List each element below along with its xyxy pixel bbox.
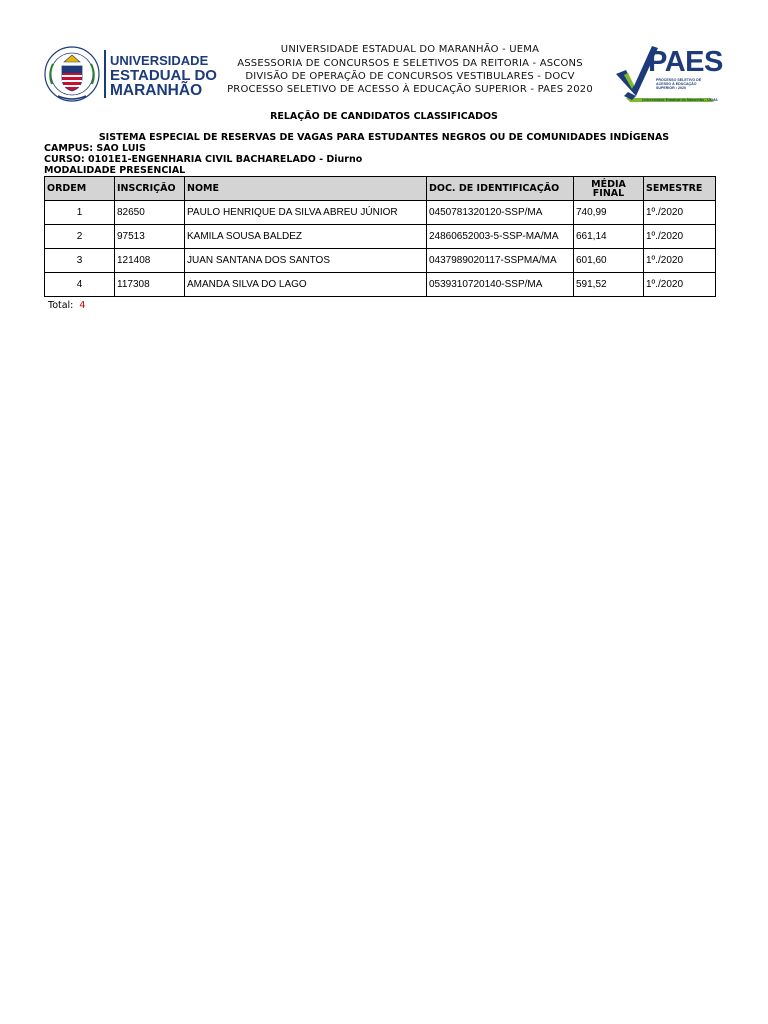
cell-semestre: 1º./2020	[644, 249, 716, 273]
cell-inscricao: 97513	[115, 225, 185, 249]
cell-inscricao: 82650	[115, 201, 185, 225]
table-header-row	[45, 177, 716, 201]
uema-wordmark-line3: MARANHÃO	[110, 82, 203, 99]
cell-nome: PAULO HENRIQUE DA SILVA ABREU JÚNIOR	[185, 201, 427, 225]
cell-nome: KAMILA SOUSA BALDEZ	[185, 225, 427, 249]
col-header-nome: NOME	[185, 177, 427, 201]
cell-ordem: 1	[45, 201, 115, 225]
total-summary	[48, 300, 85, 311]
cell-inscricao: 117308	[115, 273, 185, 297]
paes-title: PAES	[648, 46, 723, 78]
cell-inscricao: 121408	[115, 249, 185, 273]
paes-logo	[612, 42, 723, 108]
cell-media: 661,14	[574, 225, 644, 249]
cell-media: 601,60	[574, 249, 644, 273]
cell-doc: 0450781320120-SSP/MA	[427, 201, 574, 225]
report-campus: CAMPUS: SAO LUIS	[44, 143, 146, 154]
cell-doc: 24860652003-5-SSP-MA/MA	[427, 225, 574, 249]
total-value: 4	[79, 300, 86, 311]
report-modalidade: MODALIDADE PRESENCIAL	[44, 165, 186, 176]
report-curso: CURSO: 0101E1-ENGENHARIA CIVIL BACHARELADO - Diurno	[44, 154, 363, 165]
cell-doc: 0539310720140-SSP/MA	[427, 273, 574, 297]
cell-doc: 0437989020117-SSPMA/MA	[427, 249, 574, 273]
cell-nome: AMANDA SILVA DO LAGO	[185, 273, 427, 297]
col-header-media	[574, 177, 644, 201]
col-header-ordem: ORDEM	[45, 177, 115, 201]
uema-wordmark-line1: UNIVERSIDADE	[110, 53, 209, 68]
col-header-media-line2: FINAL	[592, 187, 625, 199]
cell-media: 591,52	[574, 273, 644, 297]
header-line-paes: PROCESSO SELETIVO DE ACESSO À EDUCAÇÃO SUPERIOR - PAES 2020	[227, 84, 593, 95]
cell-ordem: 2	[45, 225, 115, 249]
cell-ordem: 3	[45, 249, 115, 273]
report-title: RELAÇÃO DE CANDIDATOS CLASSIFICADOS	[270, 111, 498, 122]
col-header-doc: DOC. DE IDENTIFICAÇÃO	[427, 177, 574, 201]
paes-footer: Universidade Estadual do Maranhão - UEMA	[642, 98, 718, 102]
col-header-inscricao: INSCRIÇÃO	[115, 177, 185, 201]
cell-semestre: 1º./2020	[644, 201, 716, 225]
header-line-docv: DIVISÃO DE OPERAÇÃO DE CONCURSOS VESTIBULARES - DOCV	[245, 71, 575, 82]
header-line-ascons: ASSESSORIA DE CONCURSOS E SELETIVOS DA REITORIA - ASCONS	[237, 58, 583, 69]
table-row	[45, 249, 716, 273]
uema-divider	[104, 50, 106, 98]
cell-semestre: 1º./2020	[644, 225, 716, 249]
cell-media: 740,99	[574, 201, 644, 225]
uema-wordmark-line2: ESTADUAL DO	[110, 67, 217, 84]
cell-semestre: 1º./2020	[644, 273, 716, 297]
table-row	[45, 201, 716, 225]
cell-ordem: 4	[45, 273, 115, 297]
paes-subtitle: PROCESSO SELETIVO DE ACESSO À EDUCAÇÃO SUPERIOR • 2020	[656, 78, 702, 91]
header-line-university: UNIVERSIDADE ESTADUAL DO MARANHÃO - UEMA	[280, 44, 540, 55]
col-header-semestre: SEMESTRE	[644, 177, 716, 201]
col-header-media-line1: MÉDIA	[591, 178, 626, 190]
cell-nome: JUAN SANTANA DOS SANTOS	[185, 249, 427, 273]
report-system: SISTEMA ESPECIAL DE RESERVAS DE VAGAS PARA ESTUDANTES NEGROS OU DE COMUNIDADES INDÍGENAS	[98, 132, 670, 143]
uema-logo	[44, 44, 217, 104]
uema-seal-icon	[44, 44, 100, 104]
total-label: Total:	[48, 300, 74, 311]
table-row	[45, 225, 716, 249]
table-row	[45, 273, 716, 297]
candidates-table	[44, 176, 716, 297]
